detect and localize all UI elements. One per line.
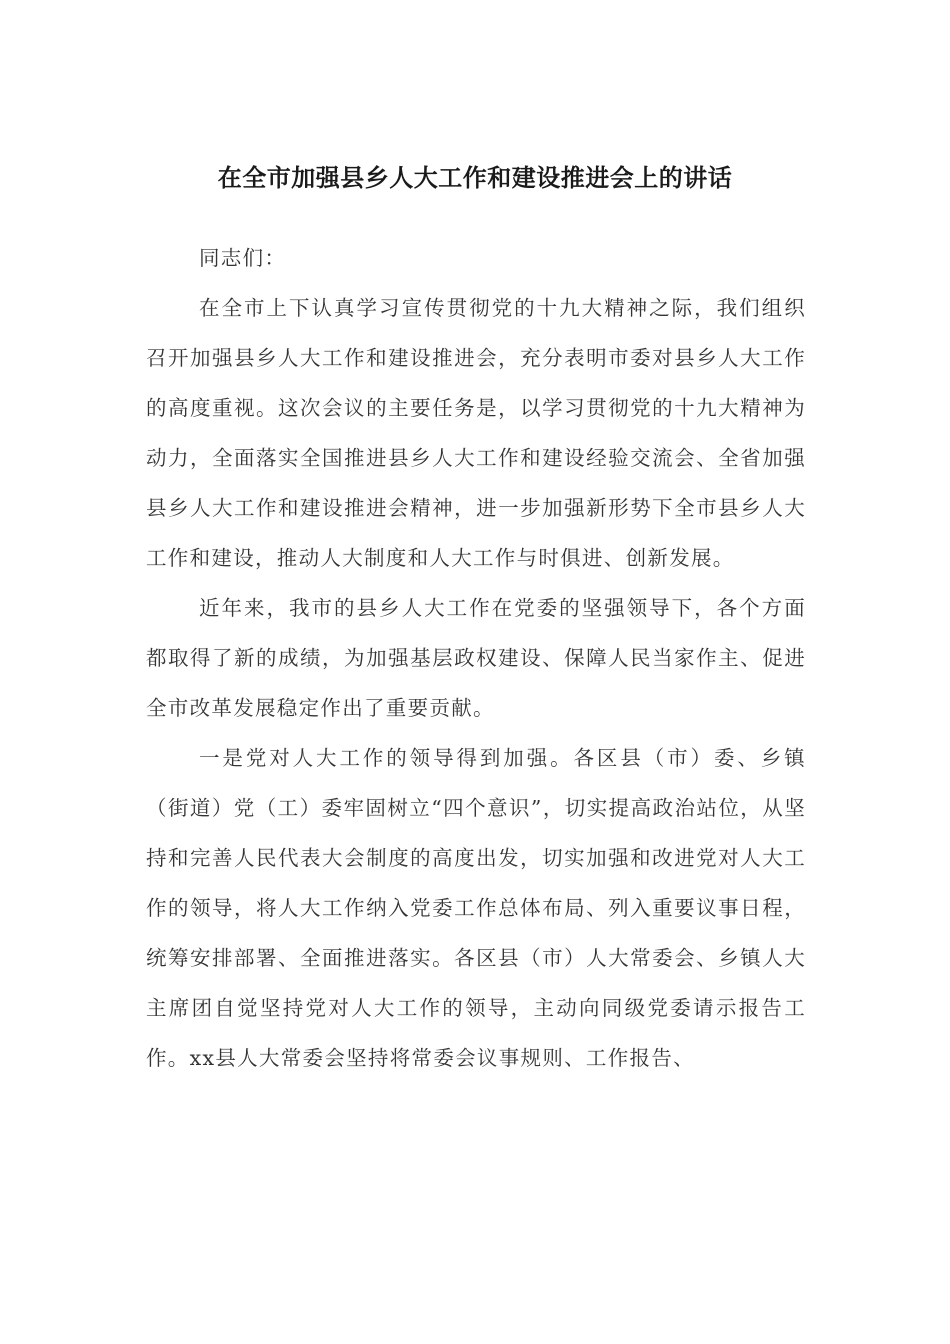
salutation: 同志们：: [199, 246, 287, 270]
document-body: [146, 233, 806, 1083]
paragraph-2: 近年来，我市的县乡人大工作在党委的坚强领导下，各个方面都取得了新的成绩，为加强基层政权建设、保障人民当家作主、促进全市改革发展稳定作出了重要贡献。: [146, 596, 806, 720]
paragraph-1: 在全市上下认真学习宣传贯彻党的十九大精神之际，我们组织召开加强县乡人大工作和建设推进会，充分表明市委对县乡人大工作的高度重视。这次会议的主要任务是，以学习贯彻党的十九大精神为动力，全面落实全国推进县乡人大工作和建设经验交流会、全省加强县乡人大工作和建设推进会精神，进一步加强新形势下全市县乡人大工作和建设，推动人大制度和人大工作与时俱进、创新发展。: [146, 296, 806, 570]
paragraph-3: 一是党对人大工作的领导得到加强。各区县（市）委、乡镇（街道）党（工）委牢固树立“四个意识”，切实提高政治站位，从坚持和完善人民代表大会制度的高度出发，切实加强和改进党对人大工作的领导，将人大工作纳入党委工作总体布局、列入重要议事日程，统筹安排部署、全面推进落实。各区县（市）人大常委会、乡镇人大主席团自觉坚持党对人大工作的领导，主动向同级党委请示报告工作。xx县人大常委会坚持将常委会议事规则、工作报告、: [146, 746, 806, 1070]
document-title: 在全市加强县乡人大工作和建设推进会上的讲话: [217, 164, 733, 192]
